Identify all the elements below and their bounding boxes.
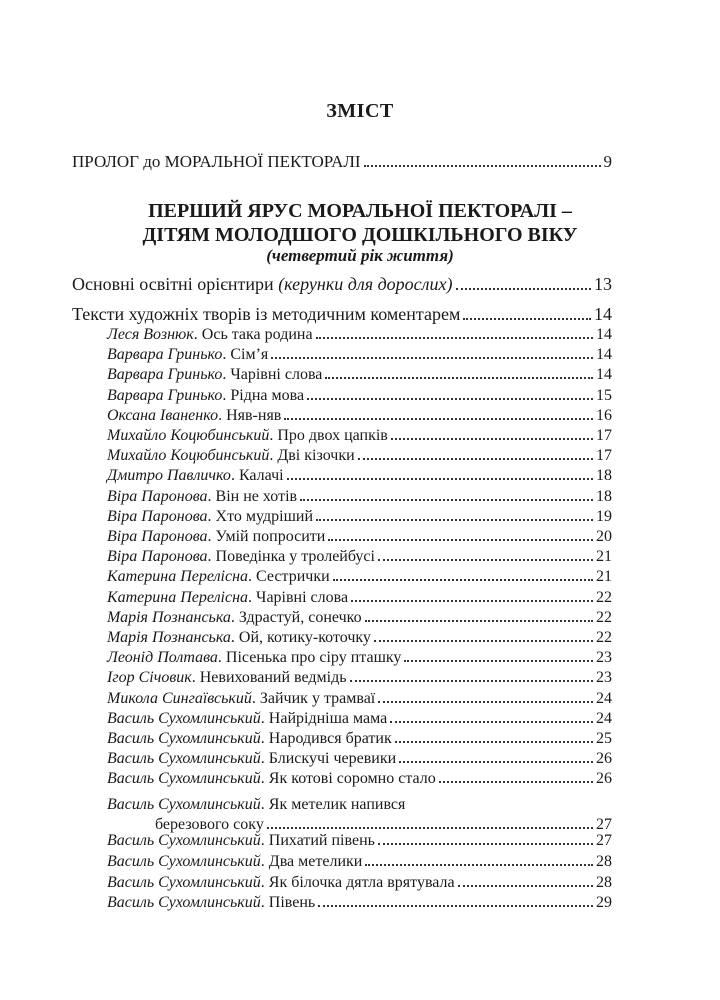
page-number: 26: [596, 770, 612, 788]
dot-leader: [378, 701, 593, 703]
entry-work: Умій попросити: [215, 528, 326, 545]
page-number: 23: [596, 669, 612, 687]
toc-entry[interactable]: [107, 669, 612, 687]
toc-entry[interactable]: [107, 750, 612, 768]
entry-author: Віра Паронова: [107, 528, 208, 545]
toc-entry[interactable]: [107, 629, 612, 647]
dot-leader: [325, 377, 593, 379]
entry-title: Михайло Коцюбинський. Про двох цапків: [107, 427, 388, 444]
entry-author: Варвара Гринько: [107, 386, 223, 404]
entry-author: Віра Паронова: [107, 487, 208, 505]
page-number: 14: [596, 346, 612, 364]
entry-work: Ось така родина: [201, 326, 313, 343]
section-heading-line1: ПЕРШИЙ ЯРУС МОРАЛЬНОЇ ПЕКТОРАЛІ –: [148, 200, 572, 222]
toc-entry[interactable]: [107, 832, 612, 850]
dot-leader: [271, 357, 593, 359]
entry-author: Віра Паронова: [107, 548, 208, 566]
section-heading-line2: ДІТЯМ МОЛОДШОГО ДОШКІЛЬНОГО ВІКУ: [142, 224, 578, 246]
entry-author: Ігор Січовик: [107, 669, 192, 687]
dot-leader: [350, 680, 593, 682]
entry-work: Здрастуй, сонечко: [238, 608, 362, 626]
dot-leader: [456, 288, 592, 290]
dot-leader: [439, 781, 593, 783]
page-number: 21: [596, 548, 612, 566]
dot-leader: [365, 864, 593, 866]
page-number: 16: [596, 406, 612, 424]
page-number: 22: [596, 629, 612, 646]
entry-author: Оксана Іваненко: [107, 406, 219, 424]
toc-entry[interactable]: [107, 853, 612, 871]
dot-leader: [404, 660, 593, 662]
page-number: 23: [596, 649, 612, 667]
entry-work: Чарівні слова: [230, 366, 323, 384]
entry-author: Катерина Перелісна: [107, 588, 249, 606]
dot-leader: [463, 318, 591, 320]
entry-work: Як білочка дятла врятувала: [268, 873, 455, 891]
entry-title: Василь Сухомлинський. Два метелики: [107, 852, 363, 870]
entry-author: Леся Вознюк: [107, 326, 194, 343]
page-number: 28: [596, 873, 612, 891]
entry-work: Він не хотів: [215, 487, 298, 505]
entry-author: Василь Сухомлинський: [107, 796, 261, 813]
entry-work: Сім’я: [230, 346, 269, 364]
entry-work: Як метелик напився: [268, 796, 406, 813]
entry-title: Тексти художніх творів із методичним коментарем: [72, 304, 461, 324]
dot-leader: [395, 741, 593, 743]
dot-leader: [316, 337, 593, 339]
toc-entry[interactable]: [107, 730, 612, 748]
entry-author: Михайло Коцюбинський: [107, 447, 270, 465]
entry-work: Няв-няв: [226, 406, 282, 424]
entry-title: Михайло Коцюбинський. Дві кізочки: [107, 447, 355, 465]
dot-leader: [391, 438, 593, 440]
entry-title: Оксана Іваненко. Няв-няв: [107, 406, 282, 424]
toc-entry[interactable]: [107, 770, 612, 788]
entry-work: Хто мудріший: [215, 507, 314, 525]
entry-author: Василь Сухомлинський: [107, 852, 261, 870]
toc-entry[interactable]: [107, 874, 612, 892]
dot-leader: [365, 620, 593, 622]
entry-title: Варвара Гринько. Сім’я: [107, 346, 269, 364]
dot-leader: [399, 761, 593, 763]
page-number: 9: [603, 152, 612, 171]
page-number: 27: [596, 832, 612, 849]
entry-title: Дмитро Павличко. Калачі: [107, 467, 284, 485]
entry-work-cont: березового соку: [155, 816, 264, 833]
page-number: 27: [596, 816, 612, 833]
entry-work: Чарівні слова: [256, 588, 349, 606]
entry-work: Дві кізочки: [277, 447, 355, 465]
entry-title: Леонід Полтава. Пісенька про сіру пташку: [107, 649, 402, 667]
page-number: 22: [596, 608, 612, 626]
page-number: 15: [596, 386, 612, 404]
page-number: 25: [596, 730, 612, 747]
entry-title: Василь Сухомлинський. Пихатий півень: [107, 832, 375, 849]
entry-title: Леся Вознюк. Ось така родина: [107, 326, 313, 343]
entry-title: ПРОЛОГ до МОРАЛЬНОЇ ПЕКТОРАЛІ: [72, 152, 361, 171]
entry-author: Варвара Гринько: [107, 346, 223, 364]
dot-leader: [316, 519, 593, 521]
entry-work: Рідна мова: [230, 386, 305, 404]
entry-work: Поведінка у тролейбусі: [215, 548, 375, 566]
entry-work: Ой, котику-коточку: [238, 629, 371, 646]
entry-title: Василь Сухомлинський. Блискучі черевики: [107, 750, 397, 768]
dot-leader: [328, 539, 593, 541]
page-number: 18: [596, 487, 612, 505]
entry-author: Василь Сухомлинський: [107, 873, 261, 891]
entry-title: Василь Сухомлинський. Як білочка дятла врятувала: [107, 873, 455, 891]
entry-title: Марія Познанська. Ой, котику-коточку: [107, 629, 371, 646]
entry-work: Як котові соромно стало: [268, 770, 436, 788]
toc-entry[interactable]: [107, 710, 612, 728]
page-number: 21: [596, 568, 612, 586]
dot-leader: [378, 559, 593, 561]
entry-work: Народився братик: [268, 730, 392, 747]
entry-work: Пісенька про сіру пташку: [225, 649, 402, 667]
entry-author: Михайло Коцюбинський: [107, 427, 270, 444]
toc-entry[interactable]: [107, 589, 612, 607]
entry-author: Василь Сухомлинський: [107, 730, 261, 747]
toc-entry[interactable]: [107, 548, 612, 566]
page-number: 17: [596, 427, 612, 444]
entry-author: Варвара Гринько: [107, 366, 223, 384]
dot-leader: [307, 398, 593, 400]
dot-leader: [390, 721, 593, 723]
page-number: 28: [596, 852, 612, 870]
toc-entry[interactable]: [107, 407, 612, 425]
entry-work: Зайчик у трамваї: [259, 689, 376, 707]
entry-author: Василь Сухомлинський: [107, 770, 261, 788]
dot-leader: [300, 499, 593, 501]
dot-leader: [284, 418, 593, 420]
entry-title: Катерина Перелісна. Чарівні слова: [107, 588, 349, 606]
toc-entry[interactable]: [107, 387, 612, 405]
entry-title: Марія Познанська. Здрастуй, сонечко: [107, 608, 362, 626]
entry-work: Невихований ведмідь: [199, 669, 347, 687]
entry-author: Леонід Полтава: [107, 649, 218, 667]
toc-entry[interactable]: [107, 609, 612, 627]
dot-leader: [267, 827, 593, 829]
toc-entry[interactable]: [107, 690, 612, 708]
toc-entry[interactable]: [107, 447, 612, 465]
page-number: 14: [594, 304, 612, 324]
entry-author: Віра Паронова: [107, 507, 208, 525]
page-title: ЗМІСТ: [326, 100, 394, 122]
entry-title: Віра Паронова. Хто мудріший: [107, 507, 314, 525]
page-number: 13: [594, 274, 612, 294]
toc-entry[interactable]: [107, 467, 612, 485]
entry-author: Марія Познанська: [107, 608, 231, 626]
page-number: 26: [596, 750, 612, 768]
entry-author: Дмитро Павличко: [107, 467, 231, 485]
entry-title: Василь Сухомлинський. Народився братик: [107, 730, 392, 747]
dot-leader: [287, 478, 593, 480]
entry-title: Варвара Гринько. Рідна мова: [107, 386, 305, 404]
toc-entry[interactable]: [107, 508, 612, 526]
dot-leader: [374, 640, 593, 642]
dot-leader: [378, 843, 593, 845]
entry-work: Калачі: [238, 467, 284, 485]
toc-entry[interactable]: [107, 649, 612, 667]
page-number: 18: [596, 467, 612, 485]
toc-entry-prologue[interactable]: [72, 152, 612, 172]
entry-work: Найрідніша мама: [268, 709, 388, 727]
dot-leader: [333, 579, 593, 581]
entry-work: Два метелики: [268, 852, 363, 870]
entry-work: Сестрички: [256, 568, 330, 586]
toc-entry[interactable]: [107, 568, 612, 586]
page-number: 29: [596, 894, 612, 912]
dot-leader: [458, 885, 593, 887]
entry-title: Віра Паронова. Умій попросити: [107, 528, 326, 545]
toc-entry[interactable]: [107, 366, 612, 384]
page-number: 24: [596, 709, 612, 727]
entry-author: Катерина Перелісна: [107, 568, 249, 586]
dot-leader: [318, 905, 593, 907]
entry-title: Варвара Гринько. Чарівні слова: [107, 366, 323, 384]
entry-title: Василь Сухомлинський. Півень: [107, 894, 316, 912]
entry-work: Півень: [268, 894, 316, 912]
entry-author: Василь Сухомлинський: [107, 750, 261, 768]
entry-author: Марія Познанська: [107, 629, 231, 646]
entry-title: Віра Паронова. Поведінка у тролейбусі: [107, 548, 375, 566]
page-number: 14: [596, 326, 612, 343]
entry-title: Основні освітні орієнтири (керунки для дорослих): [72, 274, 453, 294]
dot-leader: [358, 458, 593, 460]
entry-title: Василь Сухомлинський. Як котові соромно стало: [107, 770, 436, 788]
page-number: 19: [596, 507, 612, 525]
dot-leader: [351, 600, 593, 602]
page-number: 14: [596, 366, 612, 384]
entry-author: Василь Сухомлинський: [107, 894, 261, 912]
page-number: 24: [596, 689, 612, 707]
page-number: 20: [596, 528, 612, 545]
toc-entry[interactable]: [107, 894, 612, 912]
entry-title: Микола Сингаївський. Зайчик у трамваї: [107, 689, 376, 707]
dot-leader: [364, 165, 601, 167]
page-number: 17: [596, 447, 612, 465]
entry-work: Пихатий півень: [268, 832, 375, 849]
toc-entry-main[interactable]: [72, 274, 612, 295]
toc-entry[interactable]: [107, 346, 612, 364]
entry-title: Ігор Січовик. Невихований ведмідь: [107, 669, 347, 687]
entry-author: Василь Сухомлинський: [107, 832, 261, 849]
entry-work: Блискучі черевики: [268, 750, 397, 768]
entry-author: Василь Сухомлинський: [107, 709, 261, 727]
page-number: 22: [596, 588, 612, 606]
toc-entry[interactable]: [107, 488, 612, 506]
toc-entry[interactable]: [107, 528, 612, 546]
toc-entry[interactable]: [107, 326, 612, 344]
toc-entry[interactable]: [107, 427, 612, 445]
section-subheading: (четвертий рік життя): [266, 246, 454, 265]
entry-title: Віра Паронова. Він не хотів: [107, 487, 298, 505]
entry-work: Про двох цапків: [277, 427, 388, 444]
entry-author: Микола Сингаївський: [107, 689, 252, 707]
entry-title: Василь Сухомлинський. Найрідніша мама: [107, 709, 388, 727]
toc-entry-wrapped[interactable]: Василь Сухомлинський. Як метелик напився березового соку 27: [107, 796, 612, 833]
toc-entry-main[interactable]: [72, 304, 612, 325]
entry-title: Катерина Перелісна. Сестрички: [107, 568, 330, 586]
